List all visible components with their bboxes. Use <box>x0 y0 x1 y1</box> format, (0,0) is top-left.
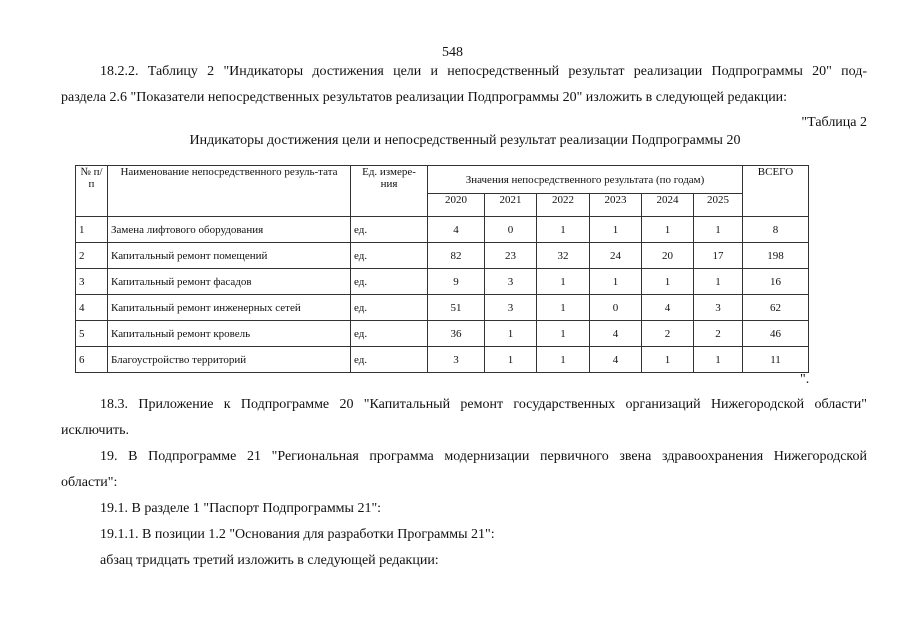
cell-unit: ед. <box>351 295 428 321</box>
cell-num: 5 <box>76 321 108 347</box>
cell-value: 1 <box>590 269 642 295</box>
header-year: 2020 <box>428 194 485 217</box>
indicators-table <box>75 165 809 373</box>
cell-value: 20 <box>642 243 694 269</box>
header-year: 2023 <box>590 194 642 217</box>
cell-unit: ед. <box>351 217 428 243</box>
paragraph-18-3-line2: исключить. <box>61 423 129 438</box>
table-row <box>76 321 809 347</box>
cell-value: 4 <box>590 347 642 373</box>
closing-quote: ". <box>800 372 810 387</box>
cell-value: 1 <box>642 347 694 373</box>
header-num: № п/п <box>76 166 108 217</box>
cell-total: 16 <box>743 269 809 295</box>
cell-value: 1 <box>537 321 590 347</box>
cell-value: 0 <box>590 295 642 321</box>
cell-total: 62 <box>743 295 809 321</box>
table-row <box>76 347 809 373</box>
cell-num: 3 <box>76 269 108 295</box>
header-year: 2021 <box>485 194 537 217</box>
header-values-group: Значения непосредственного результата (по годам) <box>428 166 743 194</box>
paragraph-19-1: 19.1. В разделе 1 "Паспорт Подпрограммы 21": <box>100 501 382 516</box>
cell-value: 82 <box>428 243 485 269</box>
cell-value: 51 <box>428 295 485 321</box>
cell-unit: ед. <box>351 347 428 373</box>
header-year: 2022 <box>537 194 590 217</box>
paragraph-19-line2: области": <box>61 475 118 490</box>
cell-name: Благоустройство территорий <box>108 347 351 373</box>
cell-name: Замена лифтового оборудования <box>108 217 351 243</box>
paragraph-18-2-2-line1: 18.2.2. Таблицу 2 "Индикаторы достижения цели и непосредственный результат реализации Подпрограммы 20" под- <box>100 64 867 79</box>
cell-value: 3 <box>428 347 485 373</box>
cell-value: 1 <box>590 217 642 243</box>
cell-value: 4 <box>642 295 694 321</box>
cell-value: 9 <box>428 269 485 295</box>
cell-value: 1 <box>642 217 694 243</box>
cell-value: 36 <box>428 321 485 347</box>
cell-value: 4 <box>428 217 485 243</box>
cell-unit: ед. <box>351 269 428 295</box>
table-row <box>76 217 809 243</box>
paragraph-19-line1: 19. В Подпрограмме 21 "Региональная программа модернизации первичного звена здравоохранения Нижегородской <box>100 449 867 464</box>
cell-value: 1 <box>537 295 590 321</box>
cell-num: 6 <box>76 347 108 373</box>
paragraph-18-3-line1: 18.3. Приложение к Подпрограмме 20 "Капитальный ремонт государственных организаций Нижегородской области" <box>100 397 867 412</box>
table-caption: Индикаторы достижения цели и непосредственный результат реализации Подпрограммы 20 <box>189 133 741 148</box>
header-year: 2024 <box>642 194 694 217</box>
cell-unit: ед. <box>351 321 428 347</box>
cell-value: 24 <box>590 243 642 269</box>
cell-value: 1 <box>694 217 743 243</box>
cell-value: 1 <box>537 269 590 295</box>
cell-value: 3 <box>485 295 537 321</box>
paragraph-18-2-2-line2: раздела 2.6 "Показатели непосредственных результатов реализации Подпрограммы 20" изложить в следующей редакции: <box>61 90 788 105</box>
cell-value: 32 <box>537 243 590 269</box>
header-year: 2025 <box>694 194 743 217</box>
header-name: Наименование непосредственного резуль-тата <box>108 166 351 217</box>
cell-value: 3 <box>694 295 743 321</box>
cell-unit: ед. <box>351 243 428 269</box>
table-number-note: "Таблица 2 <box>801 115 867 130</box>
cell-total: 198 <box>743 243 809 269</box>
cell-num: 4 <box>76 295 108 321</box>
cell-value: 1 <box>694 347 743 373</box>
cell-value: 1 <box>694 269 743 295</box>
cell-total: 46 <box>743 321 809 347</box>
table-row <box>76 243 809 269</box>
cell-total: 8 <box>743 217 809 243</box>
cell-value: 0 <box>485 217 537 243</box>
cell-value: 23 <box>485 243 537 269</box>
cell-value: 1 <box>485 347 537 373</box>
cell-name: Капитальный ремонт инженерных сетей <box>108 295 351 321</box>
cell-value: 17 <box>694 243 743 269</box>
paragraph-19-1-1: 19.1.1. В позиции 1.2 "Основания для разработки Программы 21": <box>100 527 495 542</box>
cell-value: 1 <box>485 321 537 347</box>
table-row <box>76 295 809 321</box>
cell-total: 11 <box>743 347 809 373</box>
cell-value: 4 <box>590 321 642 347</box>
header-total: ВСЕГО <box>743 166 809 217</box>
header-unit: Ед. измере-ния <box>351 166 428 217</box>
cell-value: 3 <box>485 269 537 295</box>
cell-name: Капитальный ремонт фасадов <box>108 269 351 295</box>
paragraph-abzac: абзац тридцать третий изложить в следующей редакции: <box>100 553 439 568</box>
cell-num: 1 <box>76 217 108 243</box>
cell-name: Капитальный ремонт кровель <box>108 321 351 347</box>
table-row <box>76 269 809 295</box>
cell-value: 1 <box>537 347 590 373</box>
cell-value: 2 <box>642 321 694 347</box>
cell-value: 2 <box>694 321 743 347</box>
page-number: 548 <box>442 45 463 60</box>
cell-value: 1 <box>642 269 694 295</box>
cell-value: 1 <box>537 217 590 243</box>
cell-name: Капитальный ремонт помещений <box>108 243 351 269</box>
cell-num: 2 <box>76 243 108 269</box>
